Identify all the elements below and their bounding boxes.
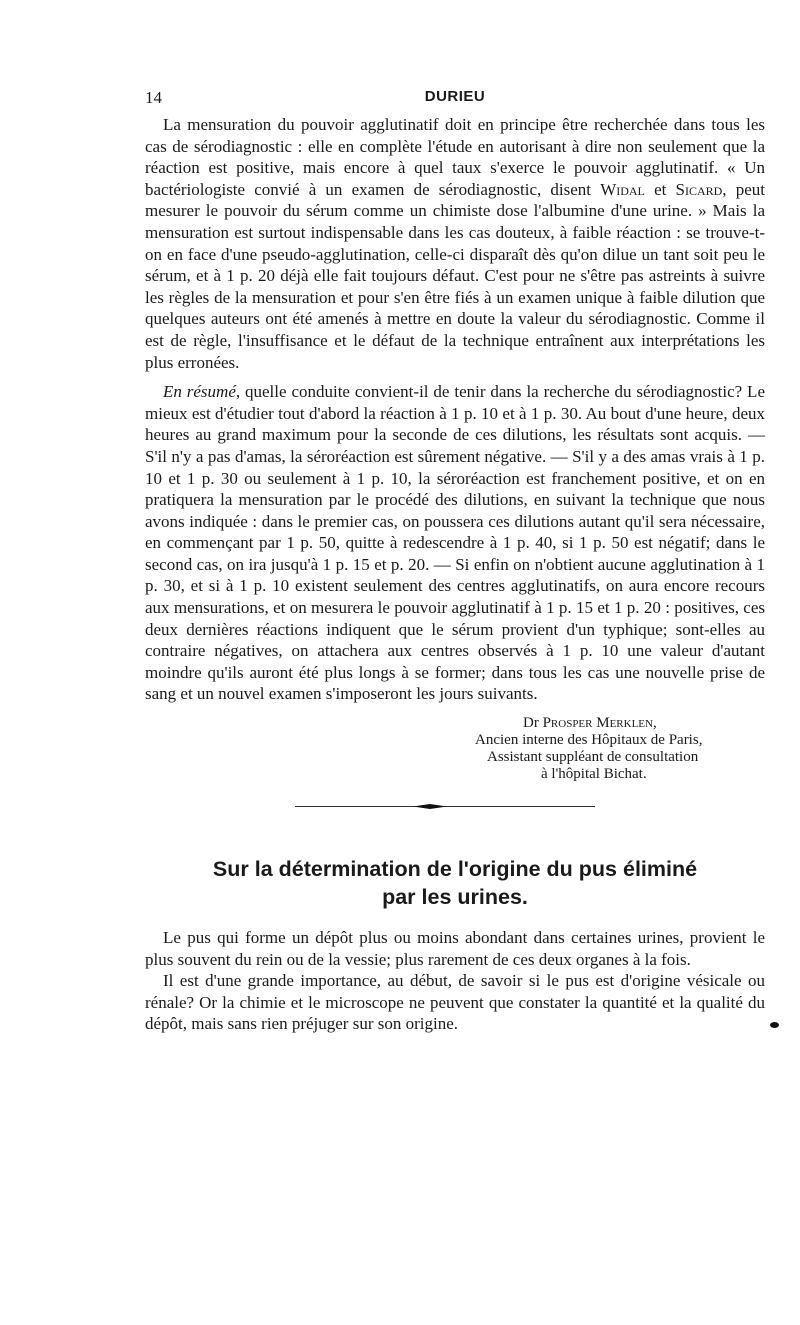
document-page xyxy=(145,88,765,1035)
signature-name: Dr Prosper Merklen, xyxy=(523,715,657,732)
signature-affiliation-1: Ancien interne des Hôpitaux de Paris, xyxy=(475,732,703,749)
signature-block xyxy=(475,715,765,783)
running-title: DURIEU xyxy=(424,88,486,105)
author-name-sicard: Sicard xyxy=(675,179,723,199)
section-title: Sur la détermination de l'origine du pus éliminé par les urines. xyxy=(212,857,698,910)
author-name-widal: Widal xyxy=(600,179,645,199)
signature-affiliation-3: à l'hôpital Bichat. xyxy=(541,766,647,783)
page-number: 14 xyxy=(145,88,162,107)
italic-en-resume: En résumé xyxy=(163,382,236,402)
margin-ink-mark xyxy=(770,1022,779,1028)
paragraph-mensuration: La mensuration du pouvoir agglutinatif doit en principe être recherchée dans tous les cas de sérodiagnostic : elle en complète l'étude en autorisant à dire non seulement que la réaction est positive, mais encore à quel taux s'exerce le pouvoir agglutinatif. « Un bactériologiste convié à un examen de sérodiagnostic, disent Widal et Sicard, peut mesurer le pouvoir du sérum comme un chimiste dose l'albumine d'une urine. » Mais la mensuration est surtout indispensable dans les cas douteux, à faible réaction : se trouve-t-on en face d'une pseudo-agglutination, celle-ci disparaît dès qu'on dilue un tant soit peu le sérum, et à 1 p. 20 déjà elle fait toujours défaut. C'est pour ne s'être pas astreints à suivre les règles de la mensuration et pour s'en être fiés à un examen unique à faible dilution que quelques auteurs ont été amenés à mettre en doute la valeur du sérodiagnostic. Comme il est de règle, l'insuffisance et le défaut de la technique entraînent aux interprétations les plus erronées. xyxy=(145,115,765,372)
paragraph-pus-origine: Il est d'une grande importance, au début, de savoir si le pus est d'origine vésicale ou rénale? Or la chimie et le microscope ne peuvent que constater la quantité et la qualité du dépôt, mais sans rien préjuger sur son origine. xyxy=(145,971,765,1034)
running-head xyxy=(145,88,765,114)
section-body xyxy=(145,927,765,1035)
signature-affiliation-2: Assistant suppléant de consultation xyxy=(487,749,699,766)
section-divider xyxy=(295,801,595,813)
paragraph-resume: En résumé, quelle conduite convient-il de tenir dans la recherche du sérodiagnostic? Le mieux est d'étudier tout d'abord la réaction à 1 p. 10 et à 1 p. 30. Au bout d'une heure, deux heures au grand maximum pour la seconde de ces dilutions, les résultats sont acquis. — S'il n'y a pas d'amas, la séroréaction est sûrement négative. — S'il y a des amas vrais à 1 p. 10 et 1 p. 30 ou seulement à 1 p. 10, la séroréaction est franchement positive, et on en pratiquera la mensuration par le procédé des dilutions, en suivant la technique que nous avons indiquée : dans le premier cas, on poussera ces dilutions autant qu'il sera nécessaire, en commençant par 1 p. 50, quitte à redescendre à 1 p. 40, si 1 p. 50 est négatif; dans le second cas, on ira jusqu'à 1 p. 15 et p. 20. — Si enfin on n'obtient aucune agglutination à 1 p. 30, et si à 1 p. 10 existent seulement des centres agglutinatifs, on aura encore recours aux mensurations, et on mesurera le pouvoir agglutinatif à 1 p. 15 et 1 p. 20 : positives, ces deux dernières réactions indiquent que le sérum provient d'un typhique; sont-elles au contraire négatives, on attachera aux centres observés à 1 p. 10 une valeur d'autant moindre qu'ils auront été plus longs à se former; dans tous les cas une nouvelle prise de sang et un nouvel examen s'imposeront les jours suivants. xyxy=(145,382,765,704)
paragraph-pus-depot: Le pus qui forme un dépôt plus ou moins abondant dans certaines urines, provient le plus souvent du rein ou de la vessie; plus rarement de ces deux organes à la fois. xyxy=(145,928,765,969)
divider-ornament xyxy=(413,804,447,809)
